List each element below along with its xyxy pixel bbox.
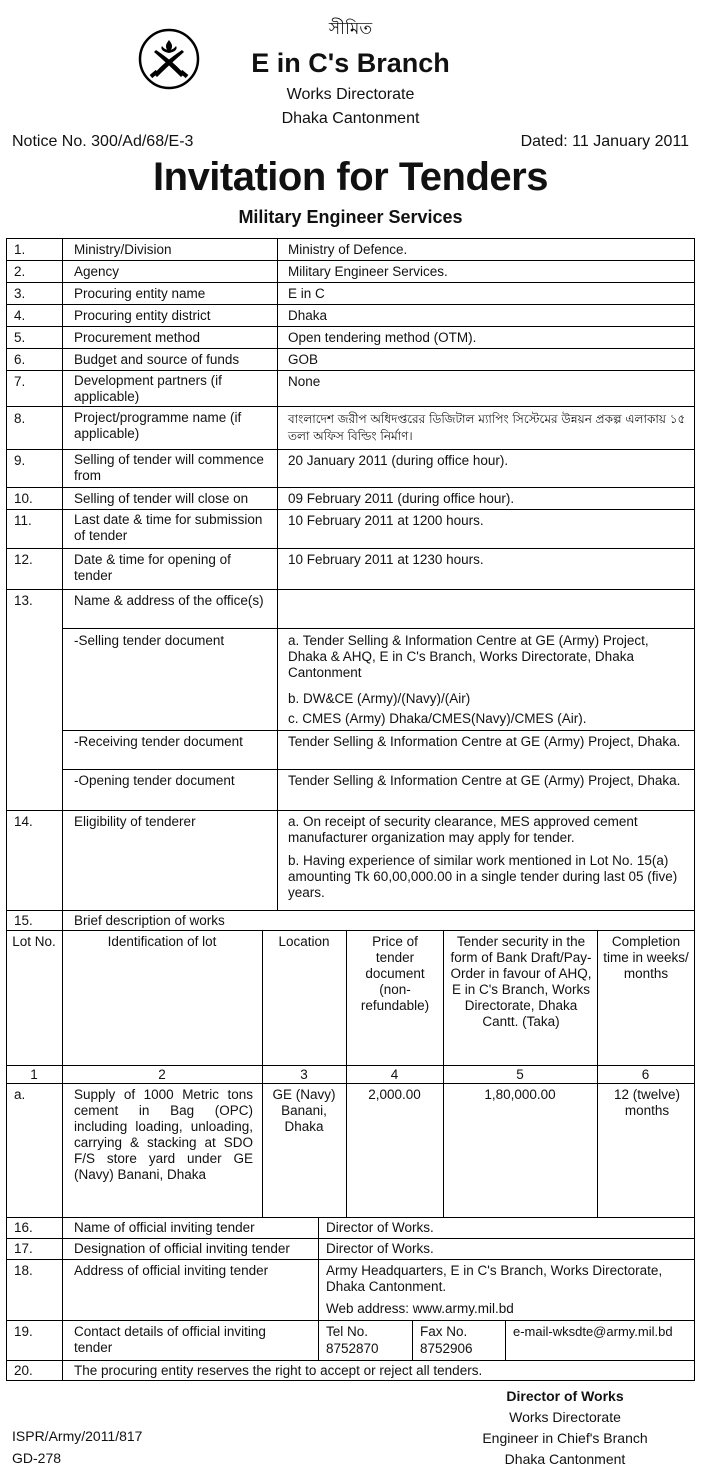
lot-security: 1,80,000.00 [484,1087,556,1102]
notice-date: Dated: 11 January 2011 [520,133,689,150]
row-label: Date & time for opening of tender [74,552,231,583]
notice-number: Notice No. 300/Ad/68/E-3 [12,133,194,150]
row-number: 15. [14,913,33,928]
branch-name: E in C's Branch [251,48,450,78]
selling-office-c: c. CMES (Army) Dhaka/CMES(Navy)/CMES (Air). [288,711,587,726]
header-price: Price of tender document (non-refundable) [360,934,430,1013]
receiving-value: Tender Selling & Information Centre at GE (Army) Project, Dhaka. [288,734,681,749]
row-label: Procurement method [74,330,201,345]
row-value: বাংলাদেশ জরীপ অধিদপ্তরের ডিজিটাল ম্যাপিং সিস্টেমের উন্নয়ন প্রকল্প এলাকায় ১৫ তলা অফিস বিল্ডিং নির্মাণ। [288,412,686,443]
lot-completion: 12 (twelve) months [613,1087,681,1118]
col-number: 3 [300,1067,308,1082]
row-label: Selling of tender will close on [74,491,249,506]
signature-line: Dhaka Cantonment [504,1451,626,1467]
row-label: Agency [74,264,120,279]
signature-line: Engineer in Chief's Branch [482,1430,648,1446]
row-number: 19. [14,1324,33,1339]
selling-label: -Selling tender document [74,633,225,648]
row-value: Dhaka [288,308,328,323]
lot-price: 2,000.00 [368,1087,421,1102]
signature-title: Director of Works [506,1388,624,1404]
row-value: None [288,374,321,389]
lot-number: a. [14,1087,26,1102]
row-label: Ministry/Division [74,242,172,257]
document-subtitle: Military Engineer Services [238,207,463,227]
tel-label: Tel No. [326,1324,369,1339]
row-value: GOB [288,352,319,367]
row-number: 4. [14,308,26,323]
row-number: 9. [14,453,26,468]
row-value: Open tendering method (OTM). [288,330,477,345]
signature-block [470,1386,660,1470]
row-number: 5. [14,330,26,345]
selling-office-a: a. Tender Selling & Information Centre at GE (Army) Project, Dhaka & AHQ, E in C's Branch, Works Directorate, Dhaka Cantonment [288,633,649,680]
lot-identification: Supply of 1000 Metric tons cement in Bag (OPC) including loading, unloading, carrying & stacking at SDO F/S store yard under GE (Navy) Banani, Dhaka [74,1087,253,1182]
row-label: Name of official inviting tender [74,1220,255,1235]
row-number: 10. [14,491,33,506]
row-label: Procuring entity district [74,308,211,323]
row-number: 20. [14,1363,33,1378]
row-number: 7. [14,374,26,389]
row-number: 18. [14,1263,33,1278]
row-value: Army Headquarters, E in C's Branch, Works Directorate, Dhaka Cantonment. [326,1263,663,1294]
fax-number: 8752906 [420,1341,473,1356]
row-number: 2. [14,264,26,279]
row-number: 12. [14,552,33,567]
row-number: 11. [14,513,32,528]
cantonment-name: Dhaka Cantonment [281,110,420,127]
row-label: Development partners (if applicable) [74,373,222,404]
works-label: Brief description of works [74,913,225,928]
lot-location: GE (Navy) Banani, Dhaka [272,1087,336,1134]
receiving-label: -Receiving tender document [74,734,243,749]
fax-label: Fax No. [420,1324,468,1339]
col-number: 2 [158,1067,166,1082]
header-security: Tender security in the form of Bank Draft/Pay-Order in favour of AHQ, E in C's Branch, Works Directorate, Dhaka Cantt. (Taka) [450,934,592,1029]
row-label: Name & address of the office(s) [74,593,264,608]
row-value: E in C [288,286,325,301]
eligibility-b: b. Having experience of similar work mentioned in Lot No. 15(a) amounting Tk 60,00,000.00 in a single tender during last 05 (five) years. [288,853,678,900]
row-label: Address of official inviting tender [74,1263,269,1278]
header-location: Location [278,934,330,949]
col-number: 4 [390,1067,399,1082]
eligibility-a: a. On receipt of security clearance, MES approved cement manufacturer organization may apply for tender. [288,814,638,845]
row-value: Military Engineer Services. [288,264,448,279]
row-number: 16. [14,1220,33,1235]
row-value: The procuring entity reserves the right to accept or reject all tenders. [74,1363,483,1378]
row-number: 17. [14,1241,33,1256]
row-label: Procuring entity name [74,286,206,301]
row-value: Director of Works. [326,1241,434,1256]
document-title: Invitation for Tenders [153,155,548,199]
selling-office-b: b. DW&CE (Army)/(Navy)/(Air) [288,691,471,706]
header-lot-no: Lot No. [12,934,56,949]
email-address: e-mail-wksdte@army.mil.bd [513,1324,673,1339]
eligibility-label: Eligibility of tenderer [74,814,196,829]
row-number: 3. [14,286,26,301]
row-value: 09 February 2011 (during office hour). [288,491,515,506]
col-number: 6 [641,1067,650,1082]
row-number: 14. [14,814,33,829]
row-label: Designation of official inviting tender [74,1241,290,1256]
col-number: 1 [30,1067,38,1082]
row-number: 13. [14,593,33,608]
row-value: 10 February 2011 at 1230 hours. [288,552,484,567]
row-label: Selling of tender will commence from [74,452,264,483]
row-value: Director of Works. [326,1220,434,1235]
row-label: Contact details of official inviting tender [74,1324,266,1355]
row-label: Project/programme name (if applicable) [74,410,242,441]
row-value: 10 February 2011 at 1200 hours. [288,513,484,528]
row-label: Last date & time for submission of tender [74,512,263,543]
web-address: Web address: www.army.mil.bd [326,1301,514,1316]
row-value: 20 January 2011 (during office hour). [288,453,509,468]
ispr-code: ISPR/Army/2011/817 [12,1428,143,1444]
gd-code: GD-278 [12,1450,62,1466]
opening-label: -Opening tender document [74,773,235,788]
row-number: 6. [14,352,26,367]
restricted-label: সীমিত [328,19,373,39]
header-identification: Identification of lot [107,934,217,949]
header-completion: Completion time in weeks/ months [603,934,689,981]
row-number: 8. [14,411,26,426]
signature-line: Works Directorate [509,1409,621,1425]
col-number: 5 [516,1067,524,1082]
row-value: Ministry of Defence. [288,242,408,257]
tel-number: 8752870 [326,1341,379,1356]
row-number: 1. [14,242,26,257]
row-label: Budget and source of funds [74,352,240,367]
directorate-name: Works Directorate [286,86,415,103]
opening-value: Tender Selling & Information Centre at GE (Army) Project, Dhaka. [288,773,681,788]
